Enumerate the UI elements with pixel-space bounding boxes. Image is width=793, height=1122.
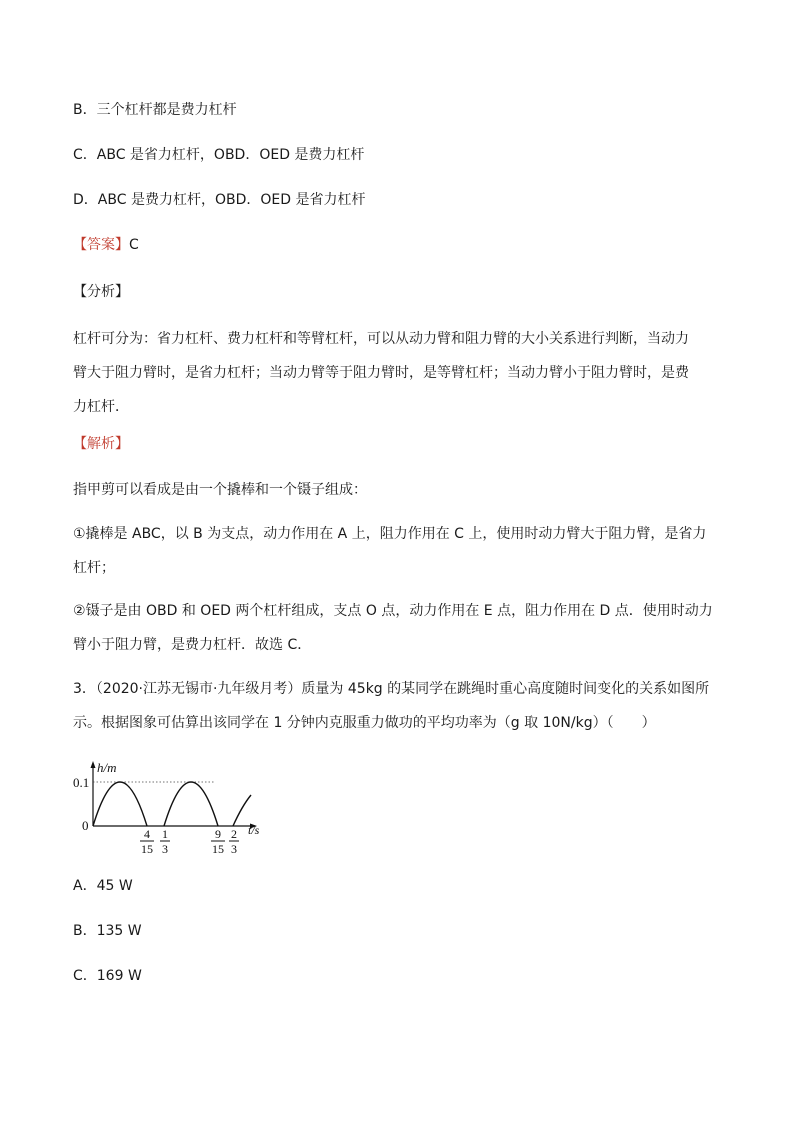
tick-numerator: 9 — [215, 827, 221, 841]
jump-curve-2 — [164, 782, 218, 826]
option-c-prev: C．ABC 是省力杠杆，OBD．OED 是费力杠杆 — [73, 147, 365, 163]
point1-line-1: ①撬棒是 ABC，以 B 为支点，动力作用在 A 上，阻力作用在 C 上，使用时动力臂大于阻力臂，是省力 — [73, 526, 707, 542]
point1-line-2: 杠杆； — [73, 560, 115, 576]
tick-denominator: 3 — [162, 842, 168, 855]
option-c: C．169 W — [73, 968, 142, 984]
solution-intro: 指甲剪可以看成是由一个撬棒和一个镊子组成： — [73, 482, 367, 498]
analysis-line-1: 杠杆可分为：省力杠杆、费力杠杆和等臂杠杆，可以从动力臂和阻力臂的大小关系进行判断，当动力 — [73, 331, 689, 347]
point2-line-2: 臂小于阻力臂，是费力杠杆．故选 C． — [73, 637, 312, 653]
x-tick-9-15 — [211, 827, 225, 855]
option-b: B．135 W — [73, 923, 142, 939]
tick-numerator: 2 — [231, 827, 237, 841]
analysis-line-3: 力杠杆． — [73, 399, 129, 415]
tick-numerator: 1 — [162, 827, 168, 841]
option-d-prev: D．ABC 是费力杠杆，OBD．OED 是省力杠杆 — [73, 192, 366, 208]
question3-line-2: 示。根据图象可估算出该同学在 1 分钟内克服重力做功的平均功率为（g 取 10N/kg）（ ） — [73, 715, 656, 731]
question-3 — [73, 672, 723, 740]
x-axis-label: t/s — [248, 823, 260, 837]
y-axis-arrow — [91, 761, 96, 768]
y-tick-label: 0.1 — [73, 775, 90, 790]
x-tick-1-3 — [160, 827, 170, 855]
option-b-prev: B．三个杠杆都是费力杠杆 — [73, 102, 237, 118]
solution-point-2 — [73, 594, 723, 662]
answer-line — [73, 235, 139, 255]
question3-line-1: 3．（2020·江苏无锡市·九年级月考）质量为 45kg 的某同学在跳绳时重心高度随时间变化的关系如图所 — [73, 681, 710, 697]
tick-denominator: 15 — [141, 842, 153, 855]
answer-value: C — [129, 237, 139, 253]
solution-point-1 — [73, 517, 723, 585]
y-axis-label: h/m — [97, 760, 117, 775]
height-time-graph — [72, 760, 267, 855]
analysis-text — [73, 322, 723, 424]
origin-label: 0 — [82, 818, 89, 833]
answer-tag: 【答案】 — [73, 237, 129, 253]
x-tick-4-15 — [140, 827, 154, 855]
x-tick-2-3 — [229, 827, 239, 855]
option-a: A．45 W — [73, 878, 133, 894]
tick-denominator: 3 — [231, 842, 237, 855]
point2-line-1: ②镊子是由 OBD 和 OED 两个杠杆组成，支点 O 点，动力作用在 E 点，阻力作用在 D 点．使用时动力 — [73, 603, 713, 619]
tick-denominator: 15 — [212, 842, 224, 855]
analysis-tag: 【分析】 — [73, 284, 129, 300]
analysis-line-2: 臂大于阻力臂时，是省力杠杆；当动力臂等于阻力臂时，是等臂杠杆；当动力臂小于阻力臂时，是费 — [73, 365, 689, 381]
tick-numerator: 4 — [144, 827, 150, 841]
solution-tag — [73, 434, 129, 454]
solution-tag-text: 【解析】 — [73, 436, 129, 452]
jump-curve-1 — [93, 782, 147, 826]
jump-curve-3 — [233, 795, 251, 826]
